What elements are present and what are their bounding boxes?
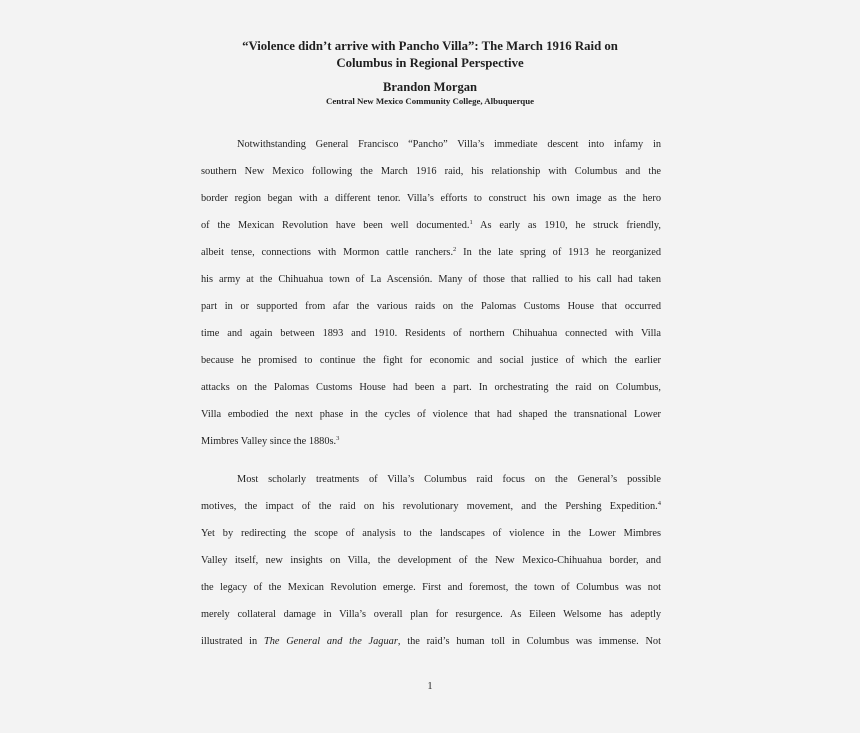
document-title [180, 38, 680, 72]
paragraph-1-line-5: albeit tense, connections with Mormon cattle ranchers.$^2$ In the late spring of 1913 he reorganized [201, 246, 661, 258]
author-name: Brandon Morgan [382, 80, 478, 94]
page-number: 1 [427, 681, 433, 692]
paragraph-1-line-12: Mimbres Valley since the 1880s.$^3$ [201, 435, 340, 447]
paragraph-1 [201, 131, 661, 455]
paragraph-1-line-10: attacks on the Palomas Customs House had been a part. In orchestrating the raid on Columbus, [201, 382, 661, 393]
paragraph-1-line-3: border region began with a different tenor. Villa’s efforts to construct his own image as the hero [201, 193, 661, 204]
paragraph-1-line-8: time and again between 1893 and 1910. Residents of northern Chihuahua connected with Villa [201, 328, 661, 339]
paragraph-1-line-9: because he promised to continue the fight for economic and social justice of which the earlier [201, 355, 661, 366]
footnote-reference-4[interactable]: 4 [657, 500, 661, 507]
paragraph-1-line-11: Villa embodied the next phase in the cycles of violence that had shaped the transnational Lower [201, 409, 661, 420]
paragraph-2-line-4: Valley itself, new insights on Villa, the development of the New Mexico-Chihuahua border, and [201, 555, 661, 566]
footnote-reference-2[interactable]: 2 [453, 246, 457, 253]
paragraph-2-line-6: merely collateral damage in Villa’s overall plan for resurgence. As Eileen Welsome has adeptly [201, 609, 661, 620]
paragraph-2-line-1: Most scholarly treatments of Villa’s Columbus raid focus on the General’s possible [237, 474, 661, 485]
book-title: The General and the Jaguar [263, 636, 398, 647]
paragraph-2 [201, 466, 661, 655]
paragraph-1-line-4: of the Mexican Revolution have been well documented.$^1$ As early as 1910, he struck friendly, [201, 219, 661, 231]
title-line-2: Columbus in Regional Perspective [336, 56, 524, 70]
paragraph-2-line-3: Yet by redirecting the scope of analysis to the landscapes of violence in the Lower Mimbres [201, 528, 661, 539]
paragraph-2-line-5: the legacy of the Mexican Revolution emerge. First and foremost, the town of Columbus was not [201, 582, 661, 593]
paragraph-2-line-7: illustrated in The General and the Jaguar, the raid’s human toll in Columbus was immense. Not [201, 636, 661, 647]
paragraph-1-line-2: southern New Mexico following the March 1916 raid, his relationship with Columbus and the [201, 166, 661, 177]
footnote-reference-1[interactable]: 1 [469, 219, 473, 226]
footnote-reference-3[interactable]: 3 [336, 435, 340, 442]
paragraph-1-line-1: Notwithstanding General Francisco “Pancho” Villa’s immediate descent into infamy in [237, 139, 661, 150]
paragraph-2-line-2: motives, the impact of the raid on his revolutionary movement, and the Pershing Expedition.$^4$ [201, 500, 661, 512]
title-line-1: “Violence didn’t arrive with Pancho Villa”: The March 1916 Raid on [242, 39, 618, 53]
paragraph-1-line-7: part in or supported from afar the various raids on the Palomas Customs House that occurred [201, 301, 661, 312]
author-affiliation: Central New Mexico Community College, Albuquerque [325, 96, 534, 106]
paragraph-1-line-6: his army at the Chihuahua town of La Ascensión. Many of those that rallied to his call had taken [201, 274, 661, 285]
